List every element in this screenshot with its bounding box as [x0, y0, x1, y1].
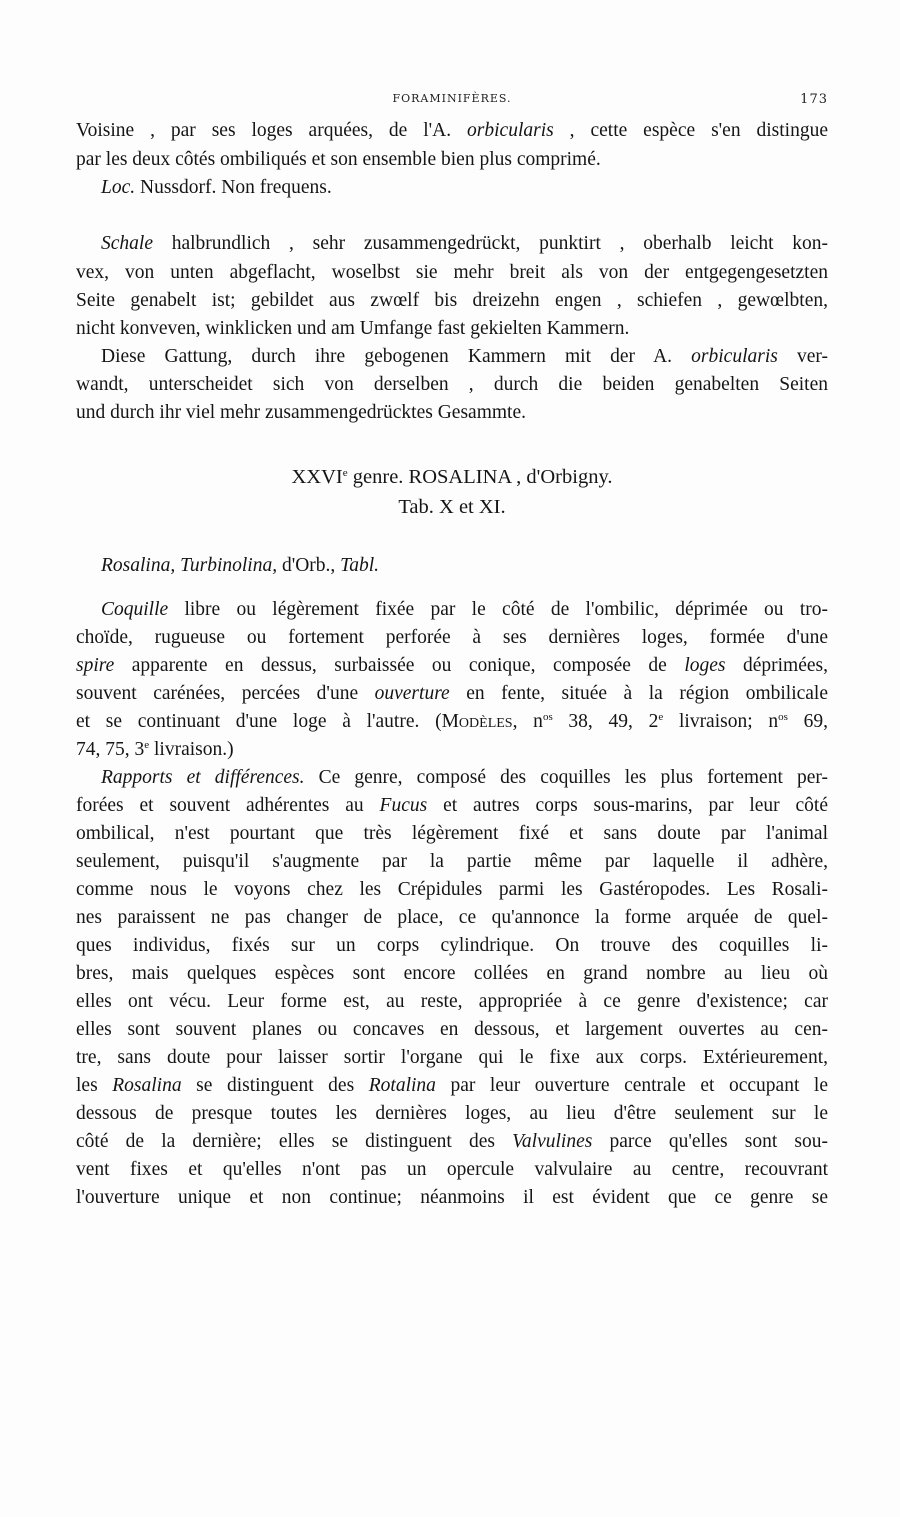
description-line: spire apparente en dessus, surbaissée ou conique, composée de loges déprimées,: [76, 655, 828, 676]
rapports-line: forées et souvent adhérentes au Fucus et autres corps sous-marins, par leur côté: [76, 795, 828, 816]
rapports-line: dessous de presque toutes les dernières loges, au lieu d'être seulement sur le: [76, 1103, 828, 1124]
text-line: par les deux côtés ombiliqués et son ensemble bien plus comprimé.: [76, 149, 601, 170]
german-text-line: Diese Gattung, durch ihre gebogenen Kammern mit der A. orbicularis ver-: [101, 346, 828, 367]
rapports-line: bres, mais quelques espèces sont encore collées en grand nombre au lieu où: [76, 963, 828, 984]
locality-line: Loc. Nussdorf. Non frequens.: [101, 177, 332, 198]
running-title: FORAMINIFÈRES.: [392, 92, 512, 105]
text-line: Voisine , par ses loges arquées, de l'A. orbicularis , cette espèce s'en distingue: [76, 120, 828, 141]
rapports-line: les Rosalina se distinguent des Rotalina par leur ouverture centrale et occupant le: [76, 1075, 828, 1096]
rapports-line: nes paraissent ne pas changer de place, ce qu'annonce la forme arquée de quel-: [76, 907, 828, 928]
rapports-line: elles ont vécu. Leur forme est, au reste, appropriée à ce genre d'existence; car: [76, 991, 828, 1012]
rapports-line: ques individus, fixés sur un corps cylindrique. On trouve des coquilles li-: [76, 935, 828, 956]
german-text-line: Seite genabelt ist; gebildet aus zwœlf bis dreizehn engen , schiefen , gewœlbten,: [76, 290, 828, 311]
rapports-line: seulement, puisqu'il s'augmente par la partie même par laquelle il adhère,: [76, 851, 828, 872]
rapports-line: ombilical, n'est pourtant que très légèrement fixé et sans doute par l'animal: [76, 823, 828, 844]
rapports-line: l'ouverture unique et non continue; néanmoins il est évident que ce genre se: [76, 1187, 828, 1208]
rapports-line: elles sont souvent planes ou concaves en dessous, et largement ouvertes au cen-: [76, 1019, 828, 1040]
german-text-line: vex, von unten abgeflacht, woselbst sie mehr breit als von der entgegengesetzten: [76, 262, 828, 283]
genus-heading: XXVIe genre. ROSALINA , d'Orbigny.: [291, 466, 613, 488]
rapports-line: vent fixes et qu'elles n'ont pas un opercule valvulaire au centre, recouvrant: [76, 1159, 828, 1180]
description-line: Coquille libre ou légèrement fixée par le côté de l'ombilic, déprimée ou tro-: [101, 599, 828, 620]
rapports-line: comme nous le voyons chez les Crépidules parmi les Gastéropodes. Les Rosali-: [76, 879, 828, 900]
german-text-line: Schale halbrundlich , sehr zusammengedrückt, punktirt , oberhalb leicht kon-: [101, 233, 828, 254]
description-line: 74, 75, 3e livraison.): [76, 739, 234, 760]
plate-reference: Tab. X et XI.: [398, 496, 506, 518]
description-line: souvent carénées, percées d'une ouverture en fente, située à la région ombilicale: [76, 683, 828, 704]
german-text-line: wandt, unterscheidet sich von derselben , durch die beiden genabelten Seiten: [76, 374, 828, 395]
german-text-line: nicht konveven, winklicken und am Umfange fast gekielten Kammern.: [76, 318, 630, 339]
running-header: [76, 92, 828, 110]
description-line: et se continuant d'une loge à l'autre. (Modèles, $n^{os}$ 38, 49, 2e livraison; $n^{os}$ 69,: [76, 711, 828, 732]
page-number: 173: [800, 92, 828, 107]
rapports-line: côté de la dernière; elles se distinguent des Valvulines parce qu'elles sont sou-: [76, 1131, 828, 1152]
rapports-line: Rapports et différences. Ce genre, composé des coquilles les plus fortement per-: [101, 767, 828, 788]
synonymy-line: Rosalina, Turbinolina, d'Orb., Tabl.: [101, 555, 380, 576]
rapports-line: tre, sans doute pour laisser sortir l'organe qui le fixe aux corps. Extérieurement,: [76, 1047, 828, 1068]
german-text-line: und durch ihr viel mehr zusammengedrücktes Gesammte.: [76, 402, 526, 423]
description-line: choïde, rugueuse ou fortement perforée à ses dernières loges, formée d'une: [76, 627, 828, 648]
